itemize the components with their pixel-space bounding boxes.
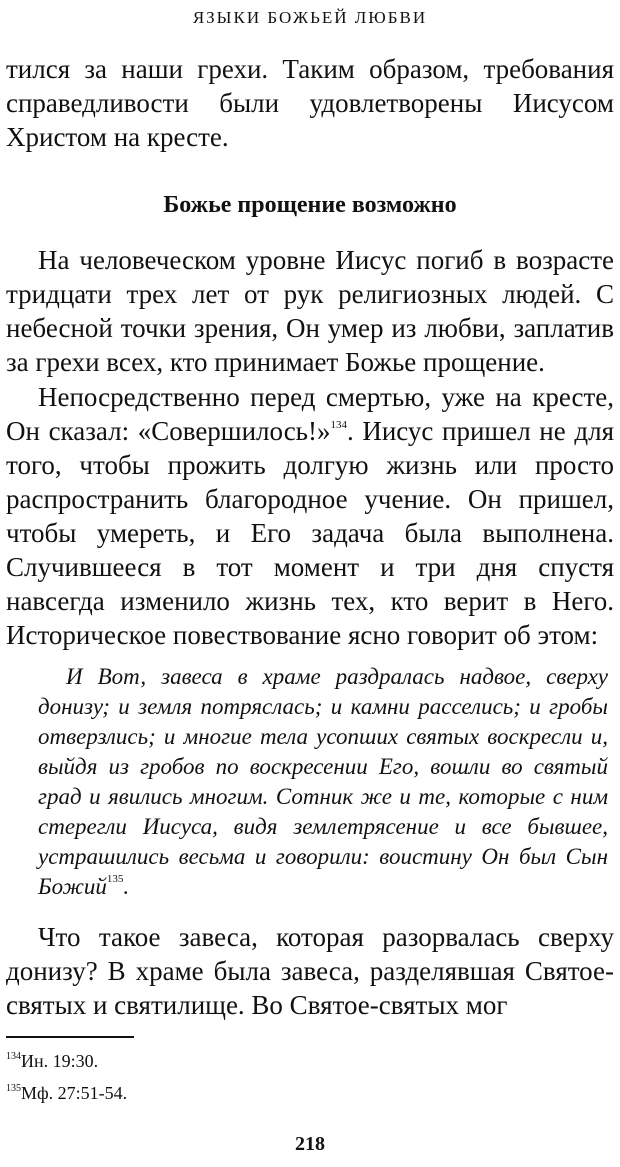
scripture-quote-text [38,662,608,902]
footnote-divider [6,1036,134,1038]
lead-paragraph [6,52,614,154]
footnote-ref-134: 134 [330,419,347,431]
paragraph-1-text: На человеческом уровне Иисус погиб в возрасте тридцати трех лет от рук религиозных людей. С небесной точки зрения, Он умер из любви, заплатив за грехи всех, кто принимает Божье прощение. [6,245,614,377]
paragraph-3-text: Что такое завеса, которая разорвалась сверху донизу? В храме была завеса, разделявшая Святое-святых и святилище. Во Святое-святых мог [6,922,614,1020]
paragraph-3 [6,920,614,1022]
footnote-item [6,1077,127,1109]
paragraph-2-end: . Иисус пришел не для того, чтобы прожить долгую жизнь или просто распространить благородное учение. Он пришел, чтобы умереть, и Его задача была выполнена. Случившееся в тот момент и три дня спустя навсегда изменило жизнь тех, кто верит в Него. Историческое повествование ясно говорит об этом: [6,416,614,650]
paragraph-1 [6,243,614,379]
footnote-marker: 135 [6,1083,21,1094]
paragraph-2-text [6,380,614,652]
footnote-text: Мф. 27:51-54. [21,1083,128,1103]
scripture-quote [6,662,614,902]
running-head: ЯЗЫКИ БОЖЬЕЙ ЛЮБВИ [192,8,428,27]
paragraph-2-start: Непосредственно перед смертью, уже на кресте, Он сказал: «Совершилось!» [6,382,614,446]
lead-paragraph-text: тился за наши грехи. Таким образом, требования справедливости были удовлетворены Иисусом Христом на кресте. [6,54,614,152]
footnote-text: Ин. 19:30. [21,1051,99,1071]
section-heading: Божье прощение возможно [163,192,457,218]
quote-text: И Вот, завеса в храме раздралась надвое, сверху донизу; и земля потряслась; и камни расселись; и гробы отверзлись; и многие тела усопших святых воскресли и, выйдя из гробов по воскресении Его, вошли во святый град и явились многим. Сотник же и те, которые с ним стерегли Иисуса, видя землетрясение и все бывшее, устрашились весьма и говорили: воистину Он был Сын Божий [38,664,608,899]
page-number: 218 [295,1133,325,1155]
footnote-item [6,1045,127,1077]
footnote-ref-135: 135 [106,873,124,885]
paragraph-2 [6,380,614,652]
quote-end: . [123,874,130,899]
footnote-marker: 134 [6,1051,21,1062]
footnotes [6,1045,127,1109]
